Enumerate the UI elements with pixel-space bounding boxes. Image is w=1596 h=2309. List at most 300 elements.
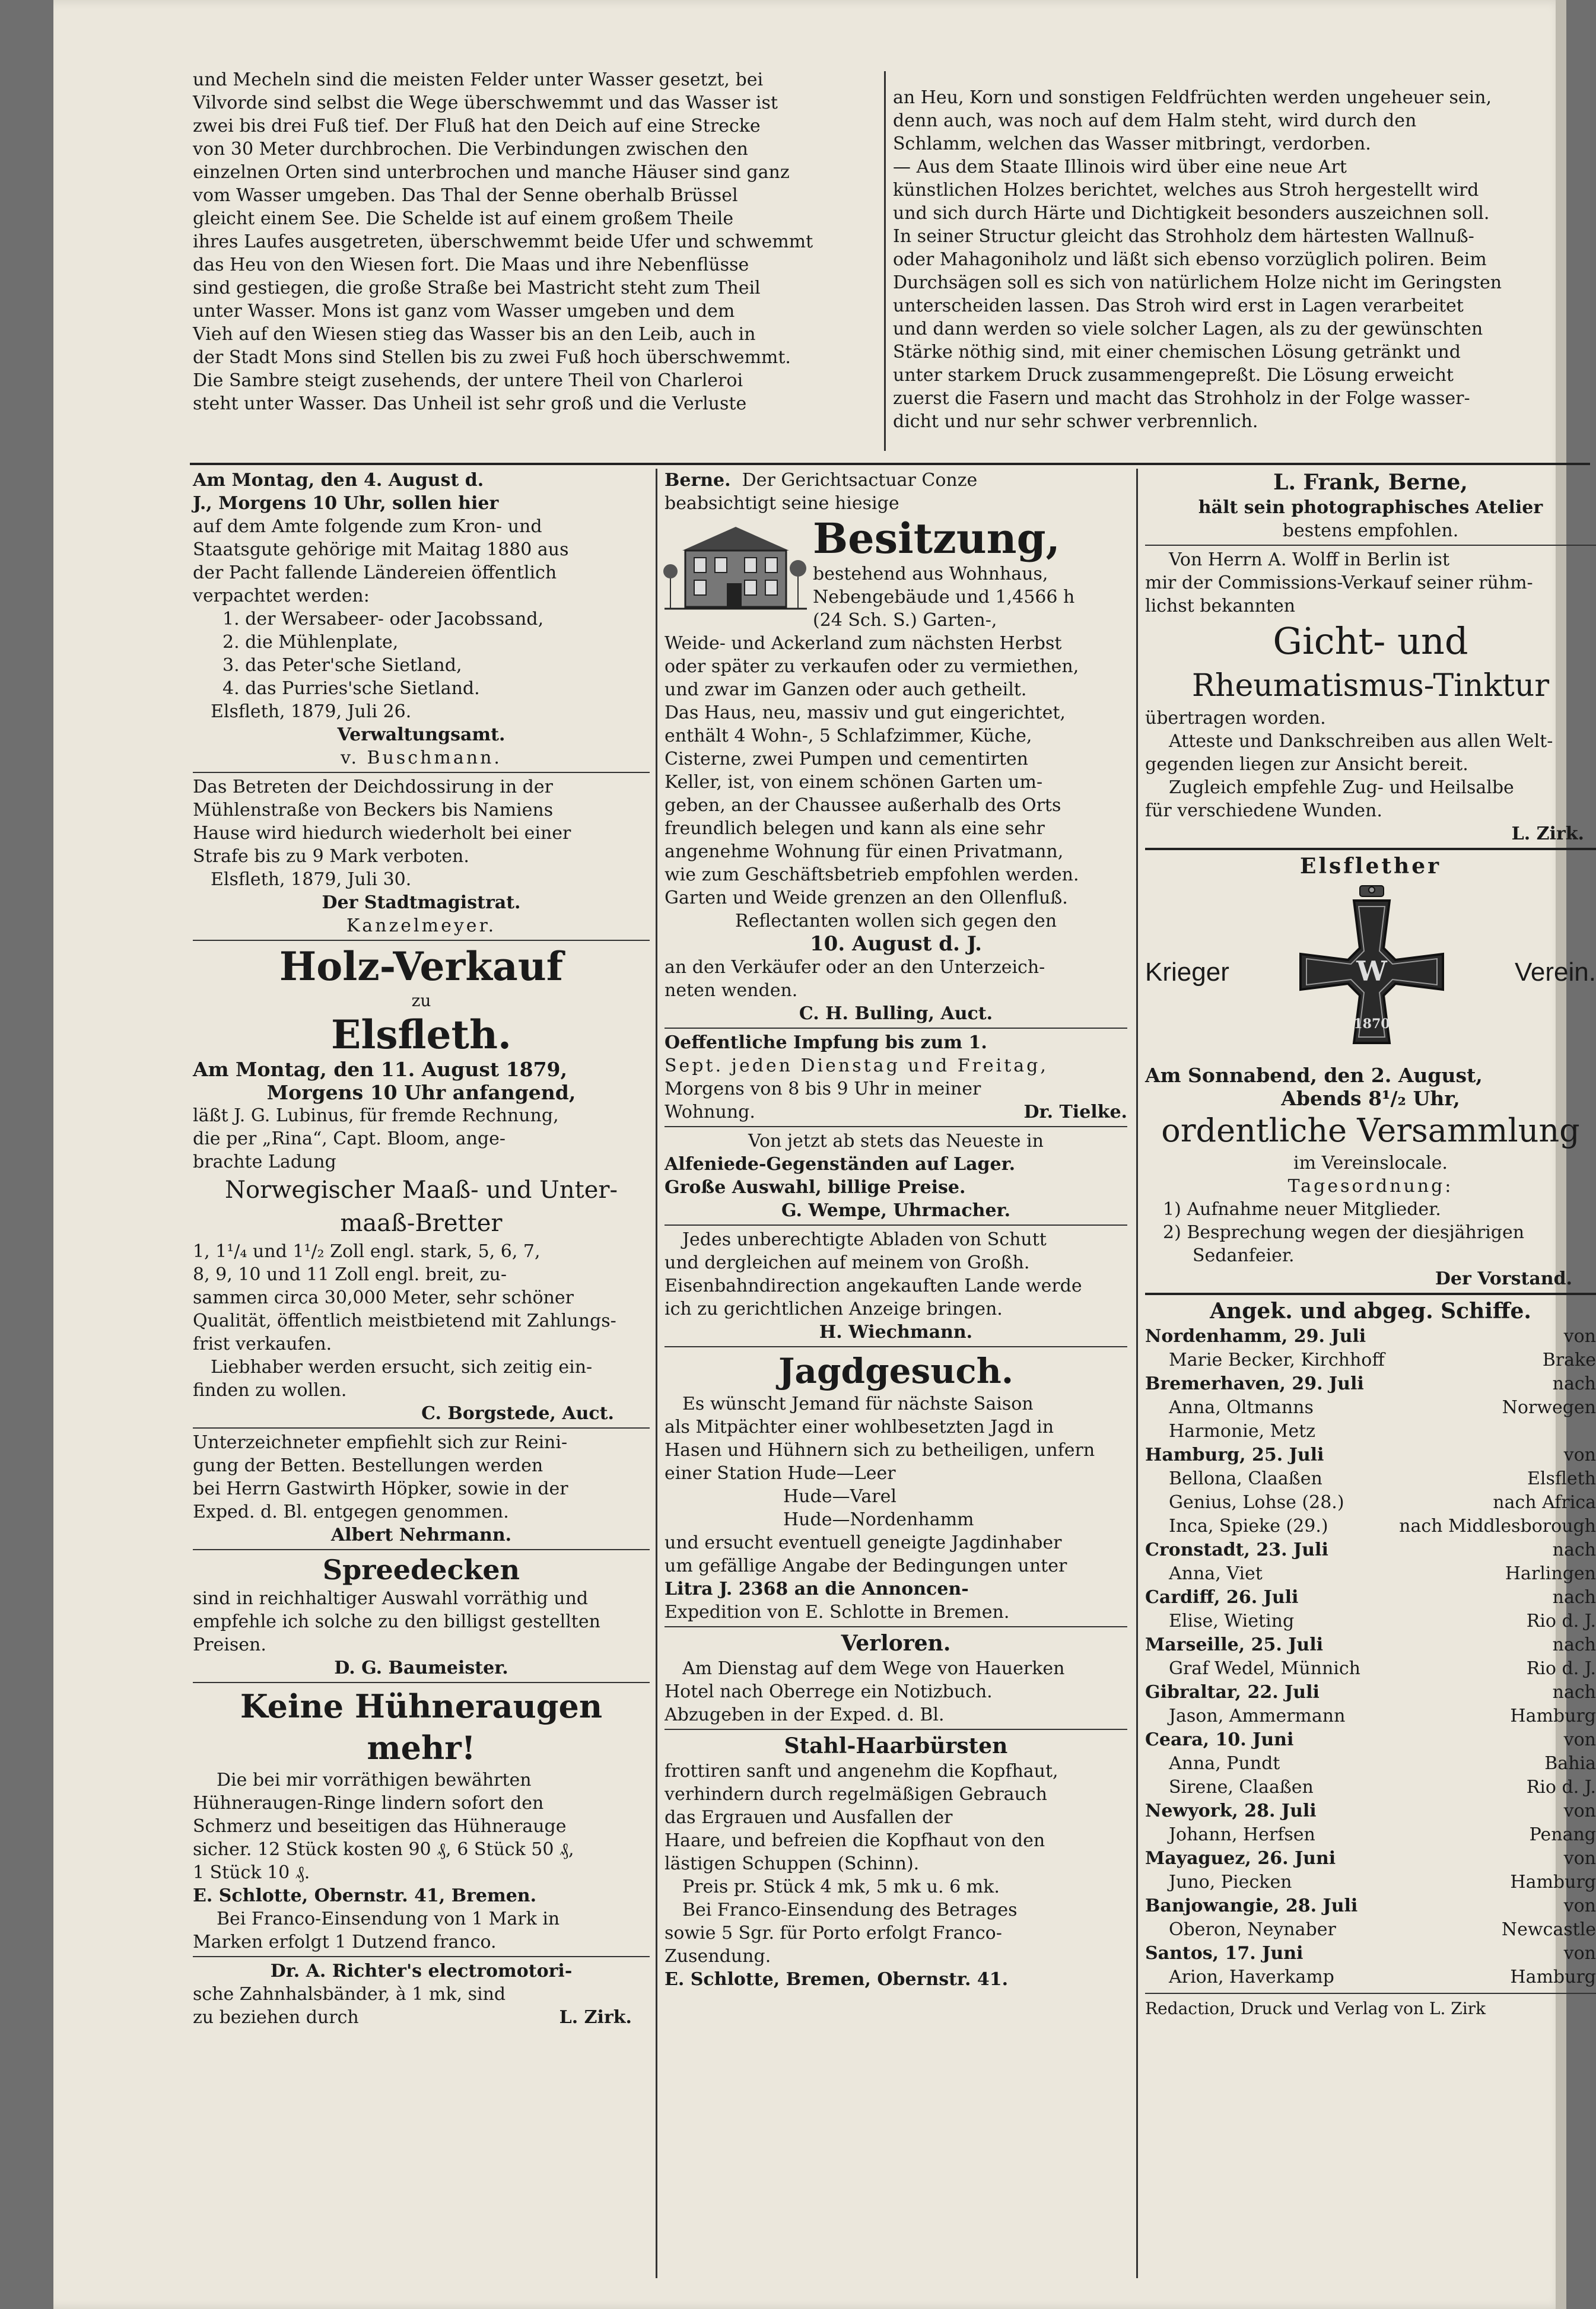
ad-text: und ersucht eventuell geneigte Jagdinhaber — [665, 1532, 1062, 1553]
ad-schutt — [665, 1228, 1127, 1344]
ship-row — [1145, 1823, 1596, 1847]
ad-text: für verschiedene Wunden. — [1145, 800, 1382, 821]
ship-row — [1145, 1443, 1596, 1467]
ad-title: Spreedecken — [322, 1554, 520, 1586]
ship-row-left: Johann, Herfsen — [1169, 1824, 1315, 1845]
ship-row-right: nach — [1552, 1373, 1596, 1394]
ad-text: ich zu gerichtlichen Anzeige bringen. — [665, 1299, 1003, 1319]
ad-date: 10. August d. J. — [810, 932, 982, 956]
ship-row — [1145, 1515, 1596, 1538]
ship-row — [1145, 1467, 1596, 1491]
ad-address: E. Schlotte, Obernstr. 41, Bremen. — [193, 1885, 537, 1906]
news-line: Vilvorde sind selbst die Wege überschwemmt und das Wasser ist — [193, 93, 778, 113]
ad-goods: maaß-Bretter — [340, 1210, 503, 1237]
ship-row-right: Norwegen — [1502, 1397, 1596, 1418]
ad-text: enthält 4 Wohn-, 5 Schlafzimmer, Küche, — [665, 726, 1032, 746]
list-item: 3. das Peter'sche Sietland, — [222, 655, 462, 676]
ad-haarbuersten — [665, 1732, 1127, 1991]
ad-alfeniede — [665, 1130, 1127, 1222]
ship-row-left: Graf Wedel, Münnich — [1169, 1658, 1360, 1679]
ad-text: Zusendung. — [665, 1946, 771, 1967]
ship-row-left: Ceara, 10. Juni — [1145, 1729, 1294, 1750]
list-item: 4. das Purries'sche Sietland. — [222, 678, 480, 699]
ship-row-left: Juno, Piecken — [1169, 1872, 1292, 1893]
ad-text: Nebengebäude und 1,4566 h — [813, 587, 1075, 608]
ad-text: oder später zu verkaufen oder zu vermiethen, — [665, 656, 1079, 677]
ship-row-left: Mayaguez, 26. Juni — [1145, 1848, 1336, 1869]
news-line: unter Wasser. Mons ist ganz vom Wasser umgeben und dem — [193, 301, 735, 322]
ship-row — [1145, 1847, 1596, 1871]
ad-text: und zwar im Ganzen oder auch getheilt. — [665, 679, 1027, 700]
ship-row-right: Harlingen — [1505, 1563, 1596, 1584]
ad-text: Expedition von E. Schlotte in Bremen. — [665, 1602, 1010, 1623]
ad-text: das Ergrauen und Ausfallen der — [665, 1807, 953, 1828]
ad-divider — [193, 1682, 650, 1683]
house-illustration-icon — [665, 515, 807, 616]
ad-signer: Albert Nehrmann. — [330, 1525, 512, 1545]
ship-row-right: Penang — [1529, 1824, 1596, 1845]
news-column-left — [193, 68, 896, 415]
list-item: 1. der Wersabeer- oder Jacobssand, — [222, 609, 544, 629]
ad-text: Qualität, öffentlich meistbietend mit Zahlungs- — [193, 1311, 616, 1331]
ship-row-left: Arion, Haverkamp — [1169, 1967, 1334, 1987]
ship-list — [1145, 1297, 1596, 1989]
ad-text: Hude—Varel — [783, 1486, 896, 1507]
ad-text: lichst bekannten — [1145, 596, 1296, 616]
ship-row — [1145, 1799, 1596, 1823]
ad-text: an den Verkäufer oder an den Unterzeich- — [665, 957, 1045, 978]
ad-office: Der Stadtmagistrat. — [322, 892, 521, 913]
ad-title: Gicht- und — [1273, 619, 1468, 663]
ad-title: Holz-Verkauf — [279, 943, 564, 990]
ad-text: Cisterne, zwei Pumpen und cementirten — [665, 749, 1028, 769]
ad-text: empfehle ich solche zu den billigst gestellten — [193, 1611, 600, 1632]
ad-text: Die bei mir vorräthigen bewährten — [217, 1770, 532, 1790]
ad-divider — [665, 1729, 1127, 1730]
news-line: — Aus dem Staate Illinois wird über eine neue Art — [893, 157, 1347, 177]
ad-text: gung der Betten. Bestellungen werden — [193, 1455, 543, 1476]
ad-divider — [193, 940, 650, 941]
ad-signer: C. Borgstede, Auct. — [421, 1403, 614, 1424]
ad-text: Abzugeben in der Exped. d. Bl. — [665, 1704, 945, 1725]
ad-intro: Am Montag, den 4. August d. — [193, 470, 484, 491]
ad-divider — [193, 1427, 650, 1429]
list-item: 1) Aufnahme neuer Mitglieder. — [1163, 1199, 1441, 1220]
cross-year: 1870 — [1353, 1016, 1391, 1032]
ad-divider — [665, 1225, 1127, 1226]
ad-divider — [1145, 545, 1596, 546]
ad-text: bestens empfohlen. — [1282, 520, 1459, 541]
ship-row-right: Rio d. J. — [1526, 1777, 1596, 1798]
ad-text: übertragen worden. — [1145, 708, 1326, 729]
ad-divider — [665, 1346, 1127, 1347]
news-line: zuerst die Fasern und macht das Strohholz in der Folge wasser- — [893, 388, 1470, 409]
ad-besitzung — [665, 469, 1127, 1025]
ship-row-right: nach — [1552, 1634, 1596, 1655]
ad-text: sicher. 12 Stück kosten 90 ₰, 6 Stück 50 ₰, — [193, 1839, 574, 1860]
ad-text: läßt J. G. Lubinus, für fremde Rechnung, — [193, 1105, 559, 1126]
ad-text: gegenden liegen zur Ansicht bereit. — [1145, 754, 1468, 775]
news-line: einzelnen Orten sind unterbrochen und manche Häuser sind ganz — [193, 162, 790, 183]
ad-text: neten wenden. — [665, 980, 798, 1001]
ad-text: 1, 1¹/₄ und 1¹/₂ Zoll engl. stark, 5, 6, 7, — [193, 1241, 541, 1262]
ad-title: L. Frank, Berne, — [1273, 470, 1468, 495]
ad-signer: G. Wempe, Uhrmacher. — [781, 1200, 1011, 1221]
ship-row-left: Cronstadt, 23. Juli — [1145, 1540, 1328, 1560]
news-line: oder Mahagoniholz und läßt sich ebenso vorzüglich poliren. Beim — [893, 249, 1487, 270]
cross-letter: W — [1356, 955, 1388, 987]
ship-row — [1145, 1610, 1596, 1633]
ad-signer: E. Schlotte, Bremen, Obernstr. 41. — [665, 1969, 1009, 1990]
ad-title: Elsflether — [1299, 854, 1442, 879]
ship-row-left: Marseille, 25. Juli — [1145, 1634, 1324, 1655]
ship-row-left: Santos, 17. Juni — [1145, 1943, 1303, 1964]
ad-krieger-verein — [1145, 853, 1596, 1290]
news-line: Die Sambre steigt zusehends, der untere Theil von Charleroi — [193, 370, 743, 391]
column-divider — [1136, 469, 1138, 2278]
ship-row-left: Marie Becker, Kirchhoff — [1169, 1350, 1385, 1370]
ad-divider — [193, 1956, 650, 1957]
news-line: Vieh auf den Wiesen stieg das Wasser bis an den Leib, auch in — [193, 324, 756, 345]
ship-row-right: von — [1563, 1943, 1596, 1964]
ship-row-left: Cardiff, 26. Juli — [1145, 1587, 1299, 1608]
ad-land-lease — [193, 469, 650, 769]
ad-text: Von jetzt ab stets das Neueste in — [748, 1131, 1044, 1152]
ship-row — [1145, 1586, 1596, 1610]
ship-row-right: von — [1563, 1848, 1596, 1869]
ad-text: Strafe bis zu 9 Mark verboten. — [193, 846, 469, 867]
ad-text: 8, 9, 10 und 11 Zoll engl. breit, zu- — [193, 1264, 507, 1285]
ad-betten — [193, 1431, 650, 1547]
ship-row-right: nach — [1552, 1682, 1596, 1703]
news-line: denn auch, was noch auf dem Halm steht, wird durch den — [893, 110, 1417, 131]
ad-text: Litra J. 2368 an die Annoncen- — [665, 1579, 969, 1599]
ad-title: Dr. A. Richter's electromotori- — [270, 1961, 573, 1982]
ad-text: auf dem Amte folgende zum Kron- und — [193, 516, 542, 537]
ad-text: Das Betreten der Deichdossirung in der — [193, 777, 553, 797]
ad-text: Unterzeichneter empfiehlt sich zur Reini- — [193, 1432, 568, 1453]
news-line: vom Wasser umgeben. Das Thal der Senne oberhalb Brüssel — [193, 185, 738, 206]
news-line: künstlichen Holzes berichtet, welches aus Stroh hergestellt wird — [893, 180, 1479, 201]
ad-text: als Mitpächter einer wohlbesetzten Jagd in — [665, 1417, 1054, 1437]
ad-text: einer Station Hude—Leer — [665, 1463, 896, 1484]
news-line: Stärke nöthig sind, mit einer chemischen Lösung getränkt und — [893, 342, 1461, 362]
ship-row — [1145, 1325, 1596, 1348]
ad-text: finden zu wollen. — [193, 1380, 347, 1401]
ad-text: Weide- und Ackerland zum nächsten Herbst — [665, 633, 1062, 654]
news-line: der Stadt Mons sind Stellen bis zu zwei Fuß hoch überschwemmt. — [193, 347, 791, 368]
ad-time: Abends 8¹/₂ Uhr, — [1281, 1087, 1460, 1110]
ad-title: Verloren. — [841, 1631, 951, 1656]
ship-row-right: nach — [1552, 1540, 1596, 1560]
ship-row-right: von — [1563, 1895, 1596, 1916]
ship-row-right: nach Africa — [1493, 1492, 1596, 1513]
ship-row-left: Oberon, Neynaber — [1169, 1919, 1336, 1940]
ad-text: Zugleich empfehle Zug- und Heilsalbe — [1169, 777, 1514, 798]
ship-row-left: Sirene, Claaßen — [1169, 1777, 1314, 1798]
ship-row-right: nach — [1552, 1587, 1596, 1608]
ad-text: wie zum Geschäftsbetrieb empfohlen werden. — [665, 864, 1079, 885]
ad-text: Das Haus, neu, massiv und gut eingerichtet, — [665, 702, 1066, 723]
ad-signer: L. Zirk. — [1511, 823, 1584, 844]
ad-text: Hühneraugen-Ringe lindern sofort den — [193, 1793, 544, 1814]
ad-text: Es wünscht Jemand für nächste Saison — [682, 1394, 1034, 1414]
ad-text: sowie 5 Sgr. für Porto erfolgt Franco- — [665, 1923, 1002, 1944]
ad-signer: Dr. Tielke. — [1023, 1102, 1127, 1122]
column-divider — [656, 469, 657, 2278]
ad-title: Stahl-Haarbürsten — [784, 1734, 1008, 1758]
ad-text: beabsichtigt seine hiesige — [665, 493, 899, 514]
ad-spreedecken — [193, 1553, 650, 1680]
news-line: steht unter Wasser. Das Unheil ist sehr groß und die Verluste — [193, 393, 747, 414]
ad-text: Hude—Nordenhamm — [783, 1509, 974, 1530]
ad-time: Morgens 10 Uhr anfangend, — [266, 1081, 576, 1104]
ad-text: Große Auswahl, billige Preise. — [665, 1177, 966, 1198]
ad-text: Exped. d. Bl. entgegen genommen. — [193, 1502, 509, 1522]
list-item: 2) Besprechung wegen der diesjährigen — [1163, 1222, 1525, 1243]
ad-date: Am Montag, den 11. August 1879, — [193, 1058, 567, 1081]
ship-row-left: Anna, Viet — [1169, 1563, 1263, 1584]
ad-text: sind in reichhaltiger Auswahl vorräthig und — [193, 1588, 589, 1609]
ad-text: Liebhaber werden ersucht, sich zeitig ein- — [211, 1357, 593, 1378]
ad-divider — [1145, 1993, 1596, 1994]
news-line: und sich durch Härte und Dichtigkeit besonders auszeichnen soll. — [893, 203, 1490, 224]
ad-text: Keller, ist, von einem schönen Garten um- — [665, 772, 1043, 793]
ad-divider — [665, 1626, 1127, 1627]
ship-row — [1145, 1752, 1596, 1776]
ship-row — [1145, 1965, 1596, 1989]
ad-text: Mühlenstraße von Beckers bis Namiens — [193, 800, 554, 820]
ship-row-left: Newyork, 28. Juli — [1145, 1801, 1317, 1821]
ship-row-left: Nordenhamm, 29. Juli — [1145, 1326, 1366, 1347]
ad-text: die per „Rina“, Capt. Bloom, ange- — [193, 1128, 506, 1149]
ad-column-1 — [193, 469, 650, 2029]
ship-row-right: Newcastle — [1501, 1919, 1596, 1940]
ship-row — [1145, 1728, 1596, 1752]
ad-text: Alfeniede-Gegenständen auf Lager. — [665, 1154, 1016, 1175]
imprint: Redaction, Druck und Verlag von L. Zirk — [1145, 1999, 1486, 2018]
ad-text: Marken erfolgt 1 Dutzend franco. — [193, 1932, 497, 1952]
news-line: das Heu von den Wiesen fort. Die Maas und ihre Nebenflüsse — [193, 255, 749, 275]
ad-divider — [665, 1126, 1127, 1127]
ad-signer: C. H. Bulling, Auct. — [799, 1003, 993, 1024]
news-line: Schlamm, welchen das Wasser mitbringt, verdorben. — [893, 133, 1371, 154]
ship-row-left: Anna, Oltmanns — [1169, 1397, 1314, 1418]
ship-row-right: Rio d. J. — [1526, 1658, 1596, 1679]
ship-row-left: Hamburg, 25. Juli — [1145, 1445, 1324, 1465]
ad-text: Atteste und Dankschreiben aus allen Welt- — [1169, 731, 1553, 752]
ad-text: Wohnung. — [665, 1102, 755, 1122]
ad-title: Oeffentliche Impfung bis zum 1. — [665, 1032, 987, 1053]
ad-text: Hotel nach Oberrege ein Notizbuch. — [665, 1681, 993, 1702]
ship-row-left: Elise, Wieting — [1169, 1611, 1295, 1631]
ad-huehneraugen — [193, 1685, 650, 1954]
ad-text: Sept. jeden Dienstag und Freitag, — [665, 1055, 1048, 1076]
ad-text: freundlich belegen und kann als eine sehr — [665, 818, 1045, 839]
ad-photo-atelier — [1145, 469, 1596, 542]
ship-row-right: Hamburg — [1510, 1706, 1596, 1726]
ad-title: Keine Hühneraugen mehr! — [240, 1687, 603, 1767]
news-line: dicht und nur sehr schwer verbrennlich. — [893, 411, 1258, 432]
ship-row-left: Harmonie, Metz — [1169, 1421, 1315, 1442]
ad-text: Eisenbahndirection angekauften Lande werde — [665, 1276, 1082, 1296]
ad-text: frottiren sanft und angenehm die Kopfhaut, — [665, 1761, 1058, 1782]
ad-title: ordentliche Versammlung — [1161, 1112, 1580, 1149]
ad-text: brachte Ladung — [193, 1152, 336, 1172]
ad-text: im Vereinslocale. — [1293, 1153, 1448, 1173]
news-line: von 30 Meter durchbrochen. Die Verbindungen zwischen den — [193, 139, 748, 160]
list-item: 2. die Mühlenplate, — [222, 632, 399, 653]
news-column-right — [893, 86, 1596, 433]
ad-text: Bei Franco-Einsendung des Betrages — [682, 1900, 1018, 1920]
ad-divider — [665, 1028, 1127, 1029]
ad-title: Besitzung, — [813, 514, 1060, 563]
ad-text: Jedes unberechtigte Abladen von Schutt — [682, 1229, 1047, 1250]
ad-column-2 — [665, 469, 1127, 1991]
ship-row — [1145, 1681, 1596, 1704]
ship-row-right: von — [1563, 1326, 1596, 1347]
ship-row-right: nach Middlesborough — [1399, 1516, 1596, 1537]
news-line: ihres Laufes ausgetreten, überschwemmt beide Ufer und schwemmt — [193, 231, 813, 252]
ad-text: 1 Stück 10 ₰. — [193, 1862, 310, 1883]
ship-row — [1145, 1894, 1596, 1918]
news-line: sind gestiegen, die große Straße bei Mastricht steht zum Theil — [193, 278, 761, 298]
ship-row — [1145, 1420, 1596, 1443]
ship-row — [1145, 1704, 1596, 1728]
ship-list-title: Angek. und abgeg. Schiffe. — [1210, 1299, 1531, 1324]
ad-text: Der Gerichtsactuar Conze — [742, 470, 978, 491]
ad-impfung — [665, 1031, 1127, 1124]
ad-text: zu — [411, 991, 431, 1010]
ad-date: Elsfleth, 1879, Juli 30. — [211, 869, 412, 890]
ship-row-right: Bahia — [1544, 1753, 1596, 1774]
ship-row — [1145, 1942, 1596, 1965]
ad-deich — [193, 775, 650, 937]
ad-word-right: Verein. — [1515, 957, 1596, 987]
ad-verloren — [665, 1630, 1127, 1726]
ad-text: Preis pr. Stück 4 mk, 5 mk u. 6 mk. — [682, 1877, 1000, 1897]
ad-text: Reflectanten wollen sich gegen den — [735, 911, 1057, 931]
ad-text: Am Dienstag auf dem Wege von Hauerken — [682, 1658, 1065, 1679]
ship-row-left: Gibraltar, 22. Juli — [1145, 1682, 1320, 1703]
ad-place: Berne. — [665, 470, 731, 491]
ship-row — [1145, 1918, 1596, 1942]
news-line: In seiner Structur gleicht das Strohholz dem härtesten Wallnuß- — [893, 226, 1474, 247]
news-line: gleicht einem See. Die Schelde ist auf einem großem Theile — [193, 208, 734, 229]
ad-text: Staatsgute gehörige mit Maitag 1880 aus — [193, 539, 569, 560]
ship-rows — [1145, 1325, 1596, 1989]
ad-date: Elsfleth, 1879, Juli 26. — [211, 701, 412, 722]
section-rule — [190, 463, 1590, 465]
ad-text: verhindern durch regelmäßigen Gebrauch — [665, 1784, 1047, 1805]
ship-row-right: Brake — [1542, 1350, 1596, 1370]
ship-row — [1145, 1633, 1596, 1657]
ad-text: und dergleichen auf meinem von Großh. — [665, 1252, 1030, 1273]
ship-row — [1145, 1538, 1596, 1562]
newspaper-page — [53, 0, 1596, 2309]
ad-text: Hause wird hiedurch wiederholt bei einer — [193, 823, 571, 844]
ad-column-3 — [1145, 469, 1596, 2019]
ship-row-right: Elsfleth — [1527, 1468, 1596, 1489]
ad-signer: D. G. Baumeister. — [334, 1658, 508, 1678]
ad-title: Rheumatismus-Tinktur — [1191, 668, 1550, 704]
ad-text: der Pacht fallende Ländereien öffentlich — [193, 562, 557, 583]
ad-text: Schmerz und beseitigen das Hühnerauge — [193, 1816, 567, 1837]
news-line: unterscheiden lassen. Das Stroh wird erst in Lagen verarbeitet — [893, 295, 1464, 316]
list-item: Sedanfeier. — [1193, 1245, 1295, 1266]
ship-row — [1145, 1348, 1596, 1372]
ad-text: angenehme Wohnung für einen Privatmann, — [665, 841, 1064, 862]
ship-row — [1145, 1372, 1596, 1396]
ad-text: lästigen Schuppen (Schinn). — [665, 1853, 920, 1874]
ship-row — [1145, 1776, 1596, 1799]
ad-place: Elsfleth. — [331, 1012, 511, 1058]
ship-row-left: Inca, Spieke (29.) — [1169, 1516, 1328, 1537]
ad-text: frist verkaufen. — [193, 1334, 332, 1354]
ad-time: J., Morgens 10 Uhr, sollen hier — [193, 493, 499, 514]
news-line: Durchsägen soll es sich von natürlichem Holze nicht im Geringsten — [893, 272, 1502, 293]
ship-row — [1145, 1657, 1596, 1681]
ad-text: bei Herrn Gastwirth Höpker, sowie in der — [193, 1478, 568, 1499]
ad-tinktur — [1145, 548, 1596, 845]
ad-text: Preisen. — [193, 1634, 266, 1655]
ad-jagdgesuch — [665, 1350, 1127, 1624]
ship-row-right: Rio d. J. — [1526, 1611, 1596, 1631]
ad-text: Garten und Weide grenzen an den Ollenfluß. — [665, 888, 1068, 908]
ad-text: sammen circa 30,000 Meter, sehr schöner — [193, 1287, 574, 1308]
ad-signer: H. Wiechmann. — [819, 1322, 973, 1343]
ad-text: Morgens von 8 bis 9 Uhr in meiner — [665, 1079, 981, 1099]
news-line: und Mecheln sind die meisten Felder unter Wasser gesetzt, bei — [193, 69, 764, 90]
ship-row-right: von — [1563, 1445, 1596, 1465]
ad-date: Am Sonnabend, den 2. August, — [1145, 1064, 1483, 1087]
ad-divider — [193, 1549, 650, 1550]
ship-row-right: Hamburg — [1510, 1967, 1596, 1987]
ship-row-left: Banjowangie, 28. Juli — [1145, 1895, 1358, 1916]
news-line: an Heu, Korn und sonstigen Feldfrüchten werden ungeheuer sein, — [893, 87, 1492, 108]
ad-title: Jagdgesuch. — [778, 1351, 1014, 1391]
news-line: unter starkem Druck zusammengepreßt. Die Lösung erweicht — [893, 365, 1454, 386]
ad-divider — [193, 772, 650, 773]
ship-row-right: Hamburg — [1510, 1872, 1596, 1893]
ad-text: bestehend aus Wohnhaus, — [813, 564, 1048, 584]
ship-row-left: Anna, Pundt — [1169, 1753, 1280, 1774]
ad-signer: Der Vorstand. — [1435, 1268, 1572, 1289]
ship-row — [1145, 1491, 1596, 1515]
ship-row-left: Jason, Ammermann — [1169, 1706, 1346, 1726]
ad-signer: L. Zirk. — [559, 2007, 632, 2028]
ship-row-left: Bremerhaven, 29. Juli — [1145, 1373, 1364, 1394]
ad-zahnhalsbaender — [193, 1960, 650, 2029]
ship-row-left: Bellona, Claaßen — [1169, 1468, 1322, 1489]
ad-text: Tagesordnung: — [1287, 1176, 1454, 1197]
ad-text: Haare, und befreien die Kopfhaut von den — [665, 1830, 1045, 1851]
ad-office: Verwaltungsamt. — [337, 724, 505, 745]
ad-divider — [1145, 848, 1596, 850]
ship-row-left: Genius, Lohse (28.) — [1169, 1492, 1344, 1513]
ad-text: sche Zahnhalsbänder, à 1 mk, sind — [193, 1984, 506, 2005]
ad-text: Von Herrn A. Wolff in Berlin ist — [1169, 549, 1450, 570]
column-divider — [884, 71, 886, 451]
ad-text: um gefällige Angabe der Bedingungen unter — [665, 1556, 1067, 1576]
ad-divider — [1145, 1293, 1596, 1295]
ship-row — [1145, 1871, 1596, 1894]
ad-signer: Kanzelmeyer. — [346, 915, 497, 936]
ad-text: hält sein photographisches Atelier — [1198, 497, 1543, 518]
ad-text: mir der Commissions-Verkauf seiner rühm- — [1145, 573, 1533, 593]
ship-row-right: von — [1563, 1729, 1596, 1750]
ad-word-left: Krieger — [1145, 957, 1229, 987]
